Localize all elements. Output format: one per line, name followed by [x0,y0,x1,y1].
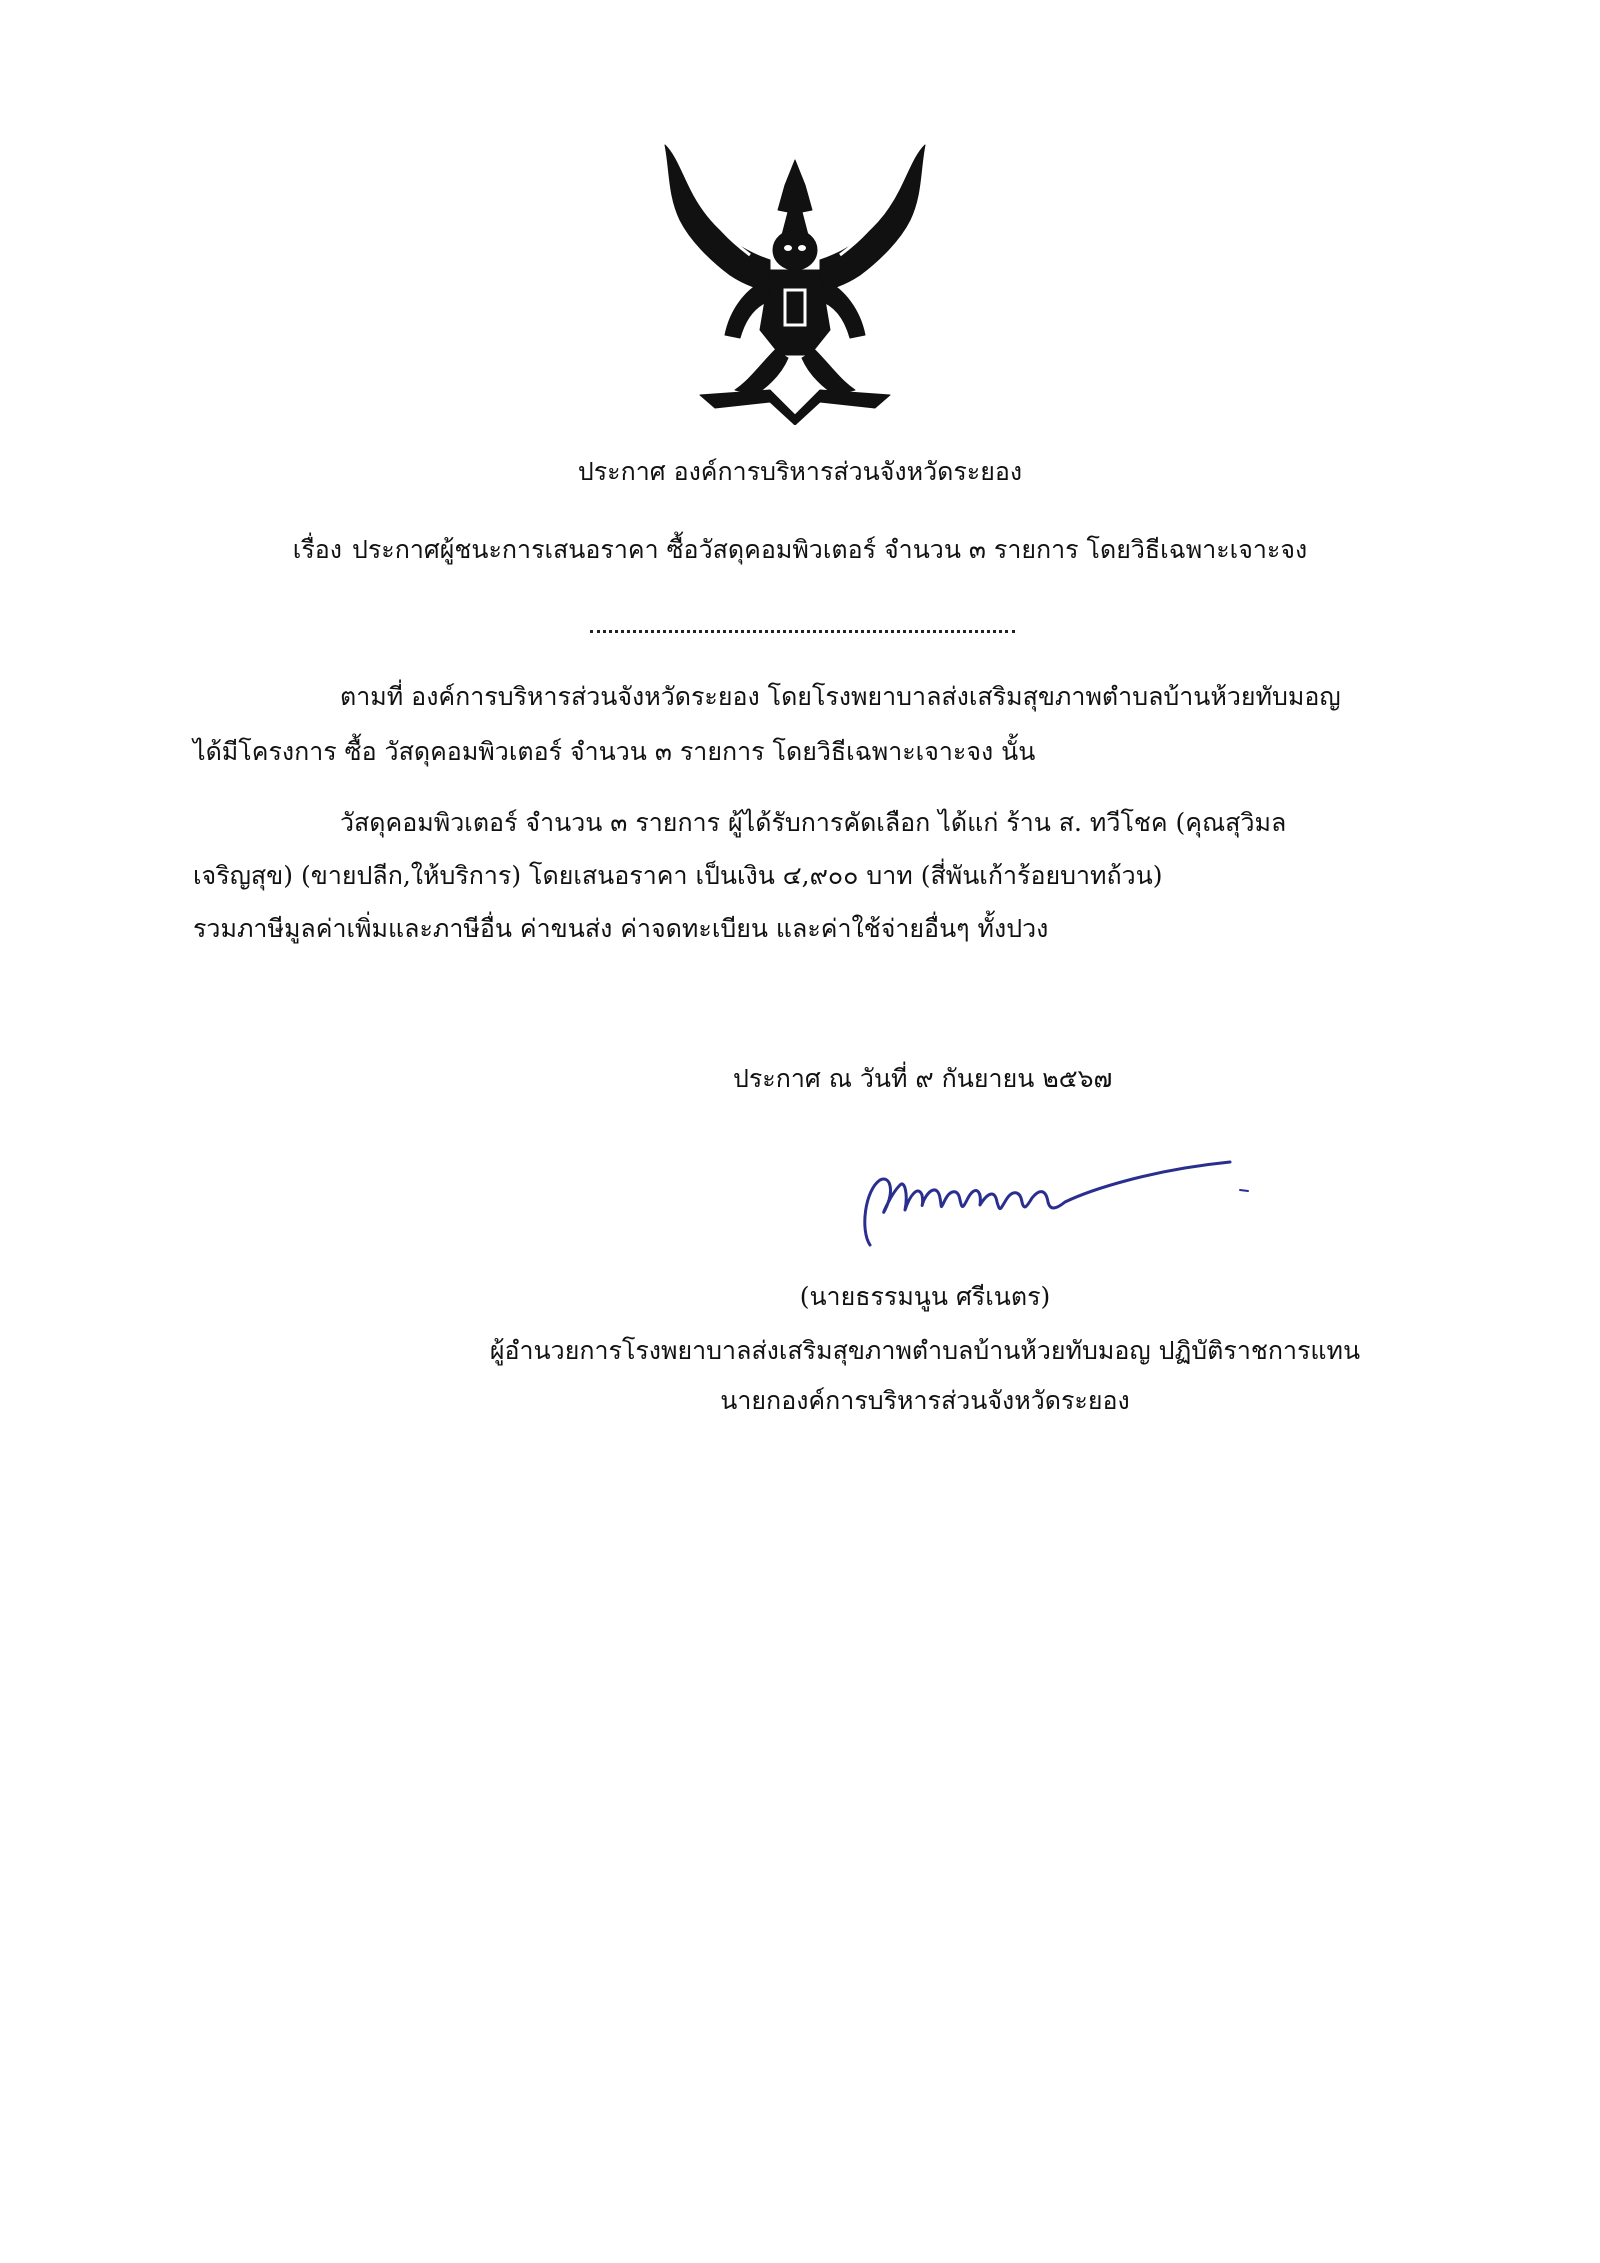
signer-name: (นายธรรมนูน ศรีเนตร) [799,1282,1051,1311]
paragraph2-line3: รวมภาษีมูลค่าเพิ่มและภาษีอื่น ค่าขนส่ง ค่าจดทะเบียน และค่าใช้จ่ายอื่นๆ ทั้งปวง [193,914,1049,943]
handwritten-signature [850,1150,1270,1260]
signer-position-line1: ผู้อำนวยการโรงพยาบาลส่งเสริมสุขภาพตำบลบ้านห้วยทับมอญ ปฏิบัติราชการแทน [489,1336,1361,1365]
subject-text: ประกาศผู้ชนะการเสนอราคา ซื้อวัสดุคอมพิวเตอร์ จำนวน ๓ รายการ โดยวิธีเฉพาะเจาะจง [352,535,1308,564]
paragraph2-line2: เจริญสุข) (ขายปลีก,ให้บริการ) โดยเสนอราคา เป็นเงิน ๔,๙๐๐ บาท (สี่พันเก้าร้อยบาทถ้วน) [193,861,1163,890]
issuer-title: ประกาศ องค์การบริหารส่วนจังหวัดระยอง [577,457,1023,486]
subject-label: เรื่อง [292,535,342,564]
subject-line [0,533,1600,567]
garuda-emblem-icon [660,140,930,425]
paragraph1-line1: ตามที่ องค์การบริหารส่วนจังหวัดระยอง โดยโรงพยาบาลส่งเสริมสุขภาพตำบลบ้านห้วยทับมอญ [340,682,1341,711]
dotted-separator [590,610,1015,633]
signer-position-line2: นายกองค์การบริหารส่วนจังหวัดระยอง [720,1386,1130,1415]
paragraph1-line2: ได้มีโครงการ ซื้อ วัสดุคอมพิวเตอร์ จำนวน ๓ รายการ โดยวิธีเฉพาะเจาะจง นั้น [193,737,1036,766]
paragraph2-line1: วัสดุคอมพิวเตอร์ จำนวน ๓ รายการ ผู้ได้รับการคัดเลือก ได้แก่ ร้าน ส. ทวีโชค (คุณสุวิมล [340,808,1287,837]
announcement-date: ประกาศ ณ วันที่ ๙ กันยายน ๒๕๖๗ [733,1064,1113,1093]
